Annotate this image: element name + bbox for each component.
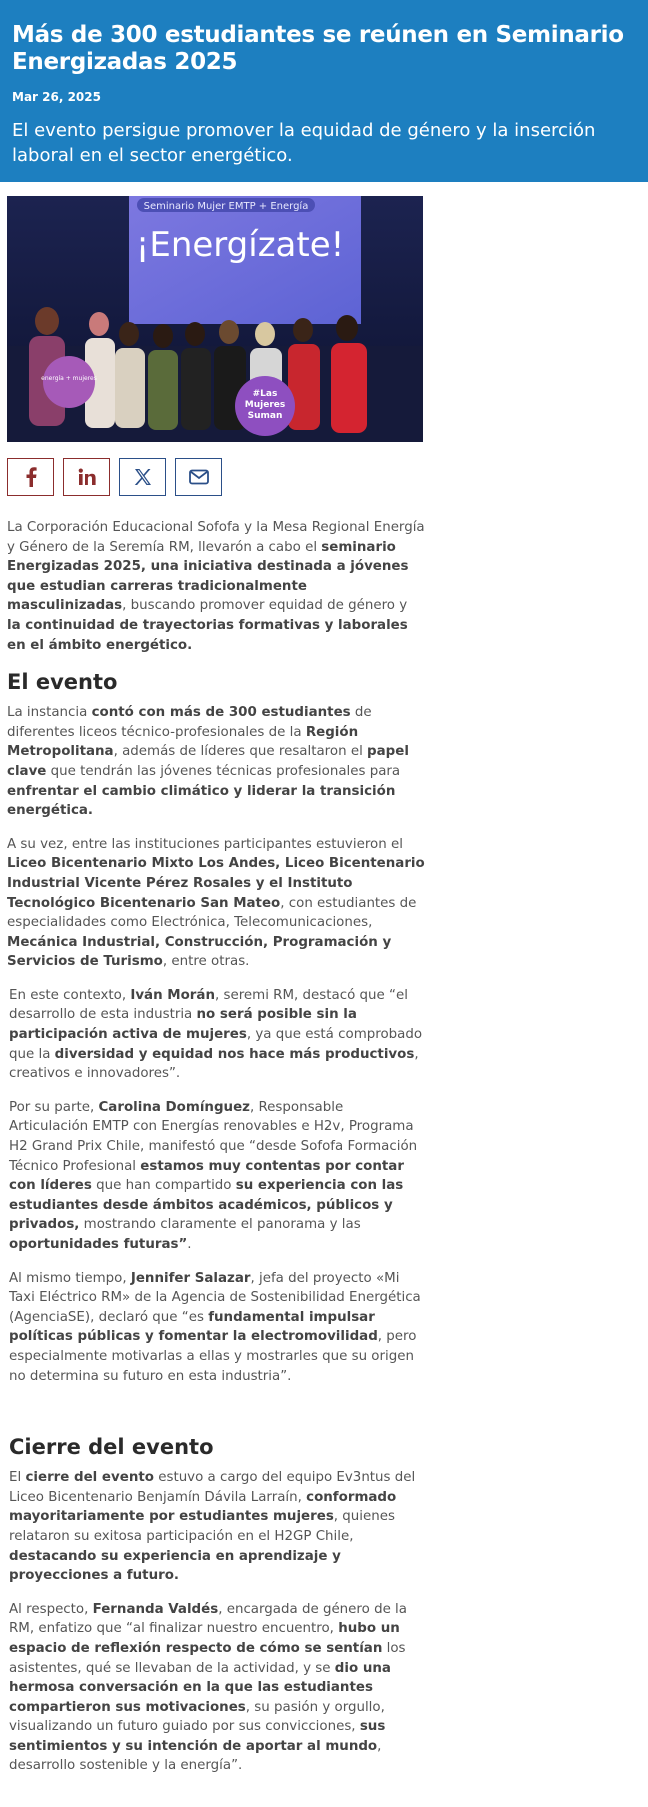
article-header [0,0,648,182]
text-bold: no será posible sin la participación activa de mujeres [9,1007,357,1043]
text: que tendrán las jóvenes técnicas profesionales para [46,763,401,779]
text-bold: destacando su experiencia en aprendizaje y proyecciones a futuro. [9,1548,341,1584]
article-content [0,182,425,1776]
text-bold: seminario Energizadas 2025, una iniciativa destinada a jóvenes que estudian carreras tradicionalmente masculinizadas [7,539,409,614]
text-bold: sus sentimientos y su intención de aportar al mundo [9,1719,386,1754]
x-icon [134,468,152,486]
sign-left-text: energía + mujeres [41,375,97,382]
text: , pero especialmente motivarlas a ellas y mostrarles que su origen no determina su futuro en esta industria”. [9,1329,417,1384]
text-bold: oportunidades futuras” [9,1237,188,1252]
event-photo [7,196,423,442]
sign-right-line1: #Las [252,389,278,399]
text-bold: diversidad y equidad nos hace más productivos [54,1046,415,1062]
text-bold: Jennifer Salazar [130,1270,251,1286]
text-bold: dio una hermosa conversación en la que las estudiantes compartieron sus motivaciones [9,1660,391,1715]
paragraph-evento-1 [7,703,425,821]
text: La instancia [7,705,92,721]
paragraph-cierre-1 [7,1468,425,1586]
page-title: Más de 300 estudiantes se reúnen en Seminario Energizadas 2025 [12,22,624,75]
text: mostrando claramente el panorama y las [79,1217,361,1233]
text-bold: Carolina Domínguez [98,1099,250,1115]
text-bold: estamos muy contentas por contar con líderes [9,1158,404,1194]
sign-right-line3: Suman [247,411,283,421]
text-bold: la continuidad de trayectorias formativas y laborales en el ámbito energético. [7,617,408,653]
text-bold: Fernanda Valdés [92,1601,219,1617]
paragraph-intro [7,518,425,655]
screen-label: Seminario Mujer EMTP + Energía [143,201,309,212]
share-bar [7,458,425,496]
text-bold: enfrentar el cambio climático y liderar la transición energética. [7,783,396,819]
share-linkedin-button[interactable] [63,458,110,496]
paragraph-evento-3 [7,986,425,1084]
text: Al respecto, [9,1601,93,1617]
text: , encargada de género de la RM, enfatizo que “al finalizar nuestro encuentro, [9,1601,407,1637]
text: , creativos e innovadores”. [9,1046,419,1082]
text-bold: fundamental impulsar políticas públicas y fomentar la electromovilidad [9,1309,378,1345]
share-email-button[interactable] [175,458,222,496]
spacer [7,1400,425,1428]
section-heading-evento: El evento [7,670,118,695]
text-bold: Liceo Bicentenario Mixto Los Andes, Liceo Bicentenario Industrial Vicente Pérez Rosales y el Instituto Tecnológico Bicentenario San Mateo [7,856,425,911]
facebook-icon [24,467,38,487]
article-body [7,518,425,1776]
text-bold: papel clave [7,744,409,779]
text: En este contexto, [9,987,131,1003]
text: . [187,1237,192,1252]
text: Al mismo tiempo, [9,1270,131,1286]
text: de diferentes liceos técnico-profesionales de la [7,705,372,740]
text: , entre otras. [162,954,250,970]
paragraph-evento-5 [7,1269,425,1387]
text-bold: Mecánica Industrial, Construcción, Programación y Servicios de Turismo [7,934,392,970]
text: , buscando promover equidad de género y [122,598,408,614]
text: que han compartido [91,1178,236,1194]
text: La Corporación Educacional Sofofa y la Mesa Regional Energía y Género de la Seremía RM, llevarón a cabo el [7,520,425,555]
text: , jefa del proyecto «Mi Taxi Eléctrico RM» de la Agencia de Sostenibilidad Energética (AgenciaSE), declaró que “es [9,1270,421,1325]
email-icon [189,469,209,485]
text: , desarrollo sostenible y la energía”. [9,1738,382,1774]
publish-date: Mar 26, 2025 [12,90,101,104]
text: , seremi RM, destacó que “el desarrollo de esta industria [9,987,408,1023]
page-subtitle: El evento persigue promover la equidad de género y la inserción laboral en el sector energético. [12,120,596,166]
paragraph-evento-2 [7,835,425,972]
text: , su pasión y orgullo, visualizando un futuro guiado por sus convicciones, [9,1699,385,1735]
text: los asistentes, qué se llevaban de la actividad, y se [9,1640,406,1676]
text: , ya que está comprobado que la [9,1027,423,1062]
share-facebook-button[interactable] [7,458,54,496]
linkedin-icon [78,468,96,486]
text: , quienes relataron su exitosa participación en el H2GP Chile, [9,1509,395,1544]
section-heading-cierre: Cierre del evento [9,1435,214,1460]
screen-headline: ¡Energízate! [135,225,345,265]
sign-right-line2: Mujeres [244,400,286,410]
text-bold: cierre del evento [25,1470,154,1486]
paragraph-cierre-2 [7,1600,425,1776]
text-bold: conformado mayoritariamente por estudiantes mujeres [9,1489,397,1525]
text: , Responsable Articulación EMTP con Energías renovables e H2v, Programa H2 Grand Prix Chile, manifestó que “desde Sofofa Formación Técnico Profesional [9,1099,418,1174]
paragraph-evento-4 [7,1098,425,1255]
text: , además de líderes que resaltaron el [113,744,368,760]
text: A su vez, entre las instituciones participantes estuvieron el [7,836,403,852]
text-bold: Región Metropolitana [7,724,359,760]
text-bold: hubo un espacio de reflexión respecto de cómo se sentían [9,1621,400,1656]
share-x-button[interactable] [119,458,166,496]
text: estuvo a cargo del equipo Ev3ntus del Liceo Bicentenario Benjamín Dávila Larraín, [9,1470,416,1505]
text-bold: contó con más de 300 estudiantes [91,705,351,721]
text-bold: Iván Morán [130,987,215,1003]
text: Por su parte, [9,1099,99,1115]
text: El [9,1470,26,1486]
text-bold: su experiencia con las estudiantes desde ámbitos académicos, públicos y privados, [9,1178,404,1233]
text: , con estudiantes de especialidades como Electrónica, Telecomunicaciones, [7,895,417,931]
